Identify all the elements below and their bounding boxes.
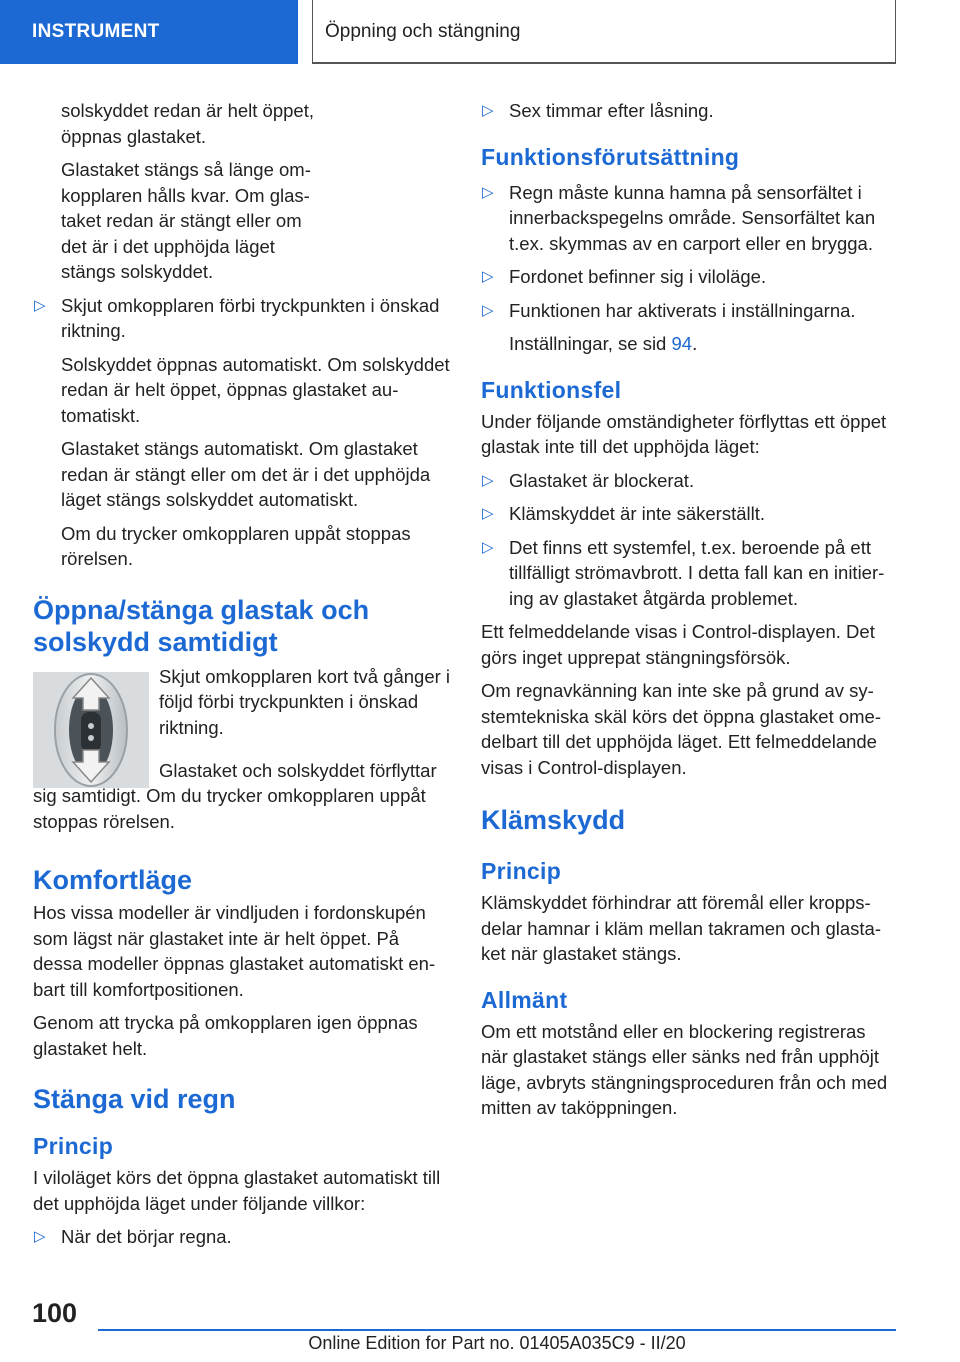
paragraph: Klämskyddet förhindrar att föremål eller kroppsdelar hamnar i kläm mellan takramen och glastaket när glastaket stängs. [481, 892, 881, 964]
bullet-triangle-icon: ▷ [482, 268, 494, 285]
list-item-text: Skjut omkopplaren förbi tryckpunkten i önskad riktning. [61, 294, 440, 341]
list-item [481, 535, 897, 612]
cross-reference-text: Inställningar, se sid [509, 333, 667, 354]
bullet-triangle-icon: ▷ [482, 102, 494, 119]
footer-divider [98, 1329, 896, 1331]
section-heading: Komfortläge [33, 865, 193, 895]
switch-illustration [33, 672, 149, 788]
list-item-text: Klämskyddet är inte säkerställt. [509, 503, 766, 524]
list-item [481, 501, 897, 527]
list-item [481, 298, 897, 324]
list-item [481, 264, 897, 290]
section-heading: Stänga vid regn [33, 1084, 236, 1114]
period: . [692, 333, 698, 354]
subsection-heading: Funktionsförutsättning [481, 143, 740, 170]
subsection-heading: Princip [481, 858, 562, 884]
bullet-triangle-icon: ▷ [482, 538, 494, 556]
bullet-triangle-icon: ▷ [482, 301, 494, 319]
footer-edition: Online Edition for Part no. 01405A035C9 - II/20 [308, 1333, 686, 1353]
paragraph: I viloläget körs det öppna glastaket automatiskt till det upphöjda läget under följande villkor: [33, 1167, 441, 1214]
paragraph: Om ett motstånd eller en blockering registreras när glastaket stängs eller sänks ned från upphöjt läge, avbryts stängningsproceduren från och med mitten av taköppningen. [481, 1020, 888, 1118]
page-number: 100 [32, 1298, 78, 1328]
paragraph: Ett felmeddelande visas i Control-displayen. Det görs inget upprepat stängningsförsök. [481, 621, 875, 668]
paragraph: Under följande omständigheter förflyttas ett öppet glastak inte till det upphöjda läget: [481, 410, 887, 457]
subsection-heading: Allmänt [481, 986, 568, 1013]
bullet-triangle-icon: ▷ [34, 1228, 46, 1245]
page-link[interactable]: 94 [671, 333, 693, 354]
list-item-text: Det finns ett systemfel, t.ex. beroende på ett tillfälligt strömavbrott. I detta fall kan en initiering av glastaket åtgärda problemet. [509, 536, 885, 609]
paragraph: Om du trycker omkopplaren uppåt stoppas rörelsen. [61, 522, 411, 569]
paragraph: Glastaket stängs så länge omkopplaren hålls kvar. Om glastaket redan är stängt eller om det är i det upphöjda läget stängs solskyddet. [61, 159, 311, 282]
list-item [481, 468, 897, 494]
list-item [33, 293, 451, 344]
bullet-triangle-icon: ▷ [482, 471, 494, 489]
paragraph [481, 331, 897, 357]
paragraph: Genom att trycka på omkopplaren igen öppnas glastaket helt. [33, 1012, 418, 1059]
paragraph: Skjut omkopplaren kort två gånger i följd förbi tryckpunkten i önskad riktning. [159, 665, 451, 738]
paragraph: solskyddet redan är helt öppet, öppnas glastaket. [61, 100, 314, 147]
paragraph: Hos vissa modeller är vindljuden i fordonskupén som lägst när glastaket inte är helt öppet. På dessa modeller öppnas glastaket automatiskt enbart till komfortpositionen. [33, 902, 436, 1000]
list-item-text: När det börjar regna. [61, 1226, 232, 1247]
list-item-text: Regn måste kunna hamna på sensorfältet i innerbackspegelns område. Sensorfältet kan t.ex. skymmas av en carport eller en brygga. [509, 181, 876, 254]
section-heading: Öppna/stänga glastak och solskydd samtidigt [33, 594, 370, 657]
paragraph: Glastaket stängs automatiskt. Om glastaket redan är stängt eller om det är i det upphöjda läget stängs solskyddet automatiskt. [61, 438, 431, 510]
paragraph: Solskyddet öppnas automatiskt. Om solskyddet redan är helt öppet, öppnas glastaket automatiskt. [61, 353, 450, 426]
chapter-title: Öppning och stängning [312, 0, 896, 64]
section-tab: INSTRUMENT [0, 0, 298, 64]
right-column [481, 98, 897, 1129]
bullet-triangle-icon: ▷ [482, 183, 494, 201]
paragraph: Om regnavkänning kan inte ske på grund av systemtekniska skäl körs det öppna glastaket omedelbart till det upphöjda läget. Ett felmeddelande visas i Control-displayen. [481, 680, 882, 778]
list-item-text: Glastaket är blockerat. [509, 469, 695, 491]
list-item [33, 1224, 451, 1250]
section-heading: Klämskydd [481, 805, 626, 835]
subsection-heading: Funktionsfel [481, 376, 622, 403]
bullet-triangle-icon: ▷ [34, 296, 46, 314]
list-item [481, 180, 897, 257]
list-item-text: Sex timmar efter låsning. [509, 100, 714, 121]
subsection-heading: Princip [33, 1133, 114, 1159]
left-column [33, 98, 451, 1258]
bullet-triangle-icon: ▷ [482, 505, 494, 522]
list-item-text: Fordonet befinner sig i viloläge. [509, 266, 767, 287]
list-item-text: Funktionen har aktiverats i inställningarna. [509, 299, 856, 321]
list-item [481, 98, 897, 124]
paragraph: Glastaket och solskyddet förflyttar sig samtidigt. Om du trycker omkopplaren uppåt stoppas rörelsen. [33, 759, 437, 832]
